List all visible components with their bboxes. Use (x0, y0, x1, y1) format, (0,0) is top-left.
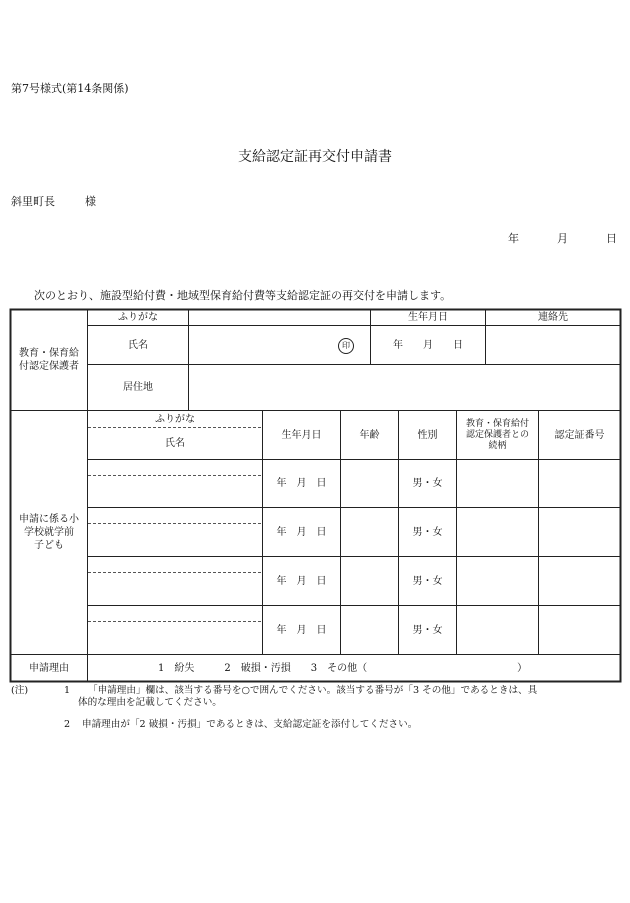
child-name-header: 氏名 (165, 438, 185, 449)
reason-options[interactable]: 1 紛失 2 破損・汚損 3 その他（ ） (158, 662, 528, 674)
child-row-1-furigana-field[interactable] (88, 460, 262, 475)
child-birthdate-header: 生年月日 (281, 429, 322, 441)
note-1-line-2: 体的な理由を記載してください。 (78, 697, 222, 708)
child-row-1-relationship-field[interactable] (457, 460, 538, 507)
guardian-birthdate-value[interactable]: 年 月 日 (393, 339, 463, 351)
child-row-4-name-field[interactable] (88, 622, 262, 654)
guardian-section-label: 教育・保育給 付認定保護者 (19, 348, 79, 372)
guardian-name-label: 氏名 (128, 339, 148, 351)
child-row-2-name-field[interactable] (88, 524, 262, 556)
child-row-2-furigana-field[interactable] (88, 508, 262, 523)
child-row-4-furigana-field[interactable] (88, 606, 262, 621)
note-1-line-1: 「申請理由」欄は、該当する番号を○で囲んでください。該当する番号が「3 その他」であるときは、具 (88, 685, 538, 696)
child-row-2-age-field[interactable] (341, 508, 398, 556)
child-row-2-gender[interactable]: 男・女 (412, 526, 443, 538)
seal-mark: 印 (338, 338, 354, 354)
child-row-4-birthdate[interactable]: 年 月 日 (276, 624, 327, 636)
notes-prefix: (注) (11, 685, 29, 696)
child-row-3-age-field[interactable] (341, 557, 398, 605)
intro-text: 次のとおり、施設型給付費・地域型保育給付費等支給認定証の再交付を申請します。 (34, 289, 452, 302)
child-cert-number-header: 認定証番号 (554, 429, 605, 441)
document-title: 支給認定証再交付申請書 (238, 149, 392, 165)
guardian-furigana-field[interactable] (189, 310, 370, 325)
child-row-3-cert-number-field[interactable] (539, 557, 620, 605)
child-row-4-relationship-field[interactable] (457, 606, 538, 654)
reason-label: 申請理由 (29, 662, 69, 674)
guardian-contact-field[interactable] (486, 326, 620, 364)
date-year: 年 (508, 232, 519, 245)
guardian-furigana-label: ふりがな (118, 312, 158, 323)
addressee-honorific: 様 (85, 195, 96, 208)
note-2-number: 2 (64, 719, 71, 730)
form-number: 第7号様式(第14条関係) (11, 82, 129, 95)
children-section-label: 申請に係る小 学校就学前 子ども (19, 514, 79, 551)
child-row-2-cert-number-field[interactable] (539, 508, 620, 556)
date-day: 日 (606, 232, 617, 245)
child-row-3-relationship-field[interactable] (457, 557, 538, 605)
child-row-3-gender[interactable]: 男・女 (412, 575, 443, 587)
child-relationship-header: 教育・保育給付 認定保護者との 続柄 (465, 418, 529, 451)
note-2-text: 申請理由が「2 破損・汚損」であるときは、支給認定証を添付してください。 (82, 719, 418, 730)
addressee-name: 斜里町長 (11, 195, 55, 208)
child-row-4-age-field[interactable] (341, 606, 398, 654)
child-row-2-relationship-field[interactable] (457, 508, 538, 556)
child-row-4-gender[interactable]: 男・女 (412, 624, 443, 636)
date-month: 月 (557, 232, 568, 245)
guardian-address-label: 居住地 (123, 382, 153, 393)
child-gender-header: 性別 (417, 429, 438, 441)
child-row-1-age-field[interactable] (341, 460, 398, 507)
child-row-1-name-field[interactable] (88, 476, 262, 507)
guardian-address-field[interactable] (189, 365, 620, 410)
child-row-3-name-field[interactable] (88, 573, 262, 605)
child-row-1-cert-number-field[interactable] (539, 460, 620, 507)
child-furigana-header: ふりがな (155, 413, 195, 425)
child-row-2-birthdate[interactable]: 年 月 日 (276, 526, 327, 538)
child-row-1-birthdate[interactable]: 年 月 日 (276, 478, 327, 489)
guardian-birthdate-label: 生年月日 (408, 312, 448, 323)
guardian-contact-label: 連絡先 (538, 312, 568, 323)
addressee (11, 193, 96, 209)
child-row-1-gender[interactable]: 男・女 (412, 478, 443, 489)
child-row-3-birthdate[interactable]: 年 月 日 (276, 575, 327, 587)
child-row-4-cert-number-field[interactable] (539, 606, 620, 654)
child-row-3-furigana-field[interactable] (88, 557, 262, 572)
note-1-number: 1 (64, 685, 71, 696)
child-age-header: 年齢 (359, 429, 380, 441)
